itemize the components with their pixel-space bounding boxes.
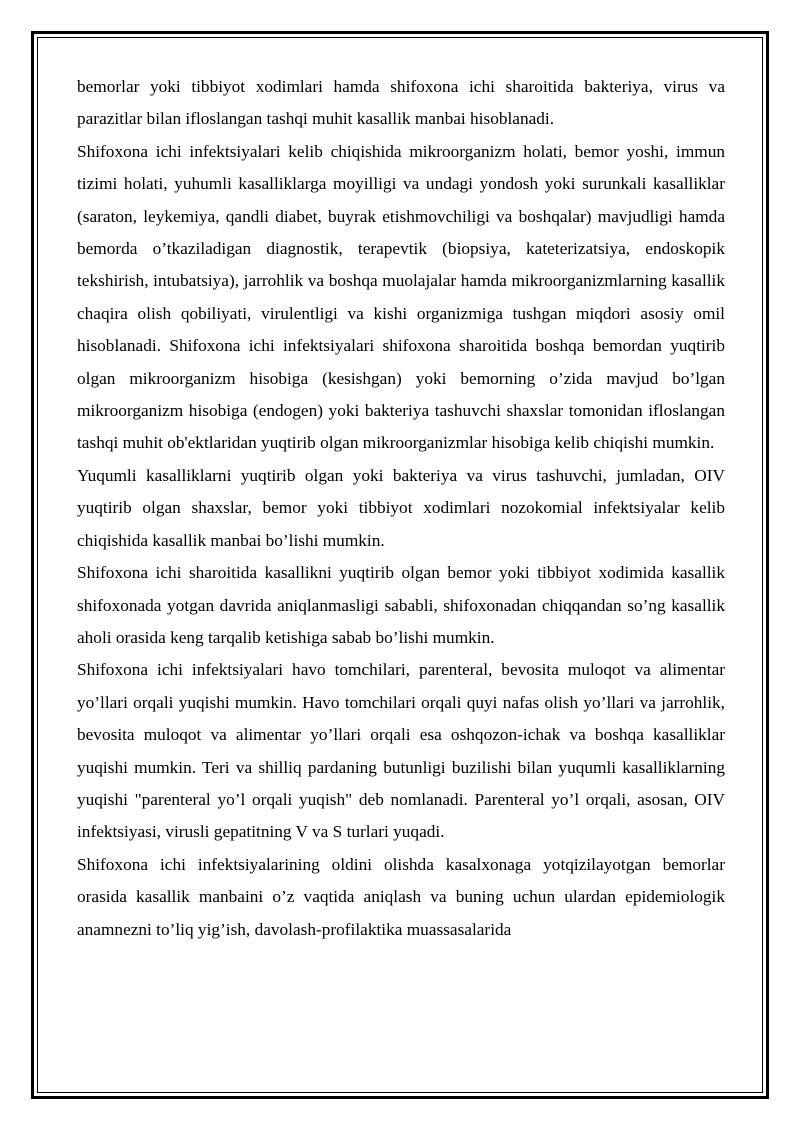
paragraph-4: Shifoxona ichi sharoitida kasallikni yuqtirib olgan bemor yoki tibbiyot xodimida kasallik shifoxonada yotgan davrida aniqlanmasligi sababli, shifoxonadan chiqqandan so’ng kasallik aholi orasida keng tarqalib ketishiga sabab bo’lishi mumkin. xyxy=(77,563,725,647)
document-body xyxy=(77,71,725,946)
paragraph-6: Shifoxona ichi infektsiyalarining oldini olishda kasalxonaga yotqizilayotgan bemorlar orasida kasallik manbaini o’z vaqtida aniqlash va buning uchun ulardan epidemiologik anamnezni to’liq yig’ish, davolash-profilaktika muassasalarida xyxy=(77,854,725,939)
paragraph-3: Yuqumli kasalliklarni yuqtirib olgan yoki bakteriya va virus tashuvchi, jumladan, OIV yuqtirib olgan shaxslar, bemor yoki tibbiyot xodimlari nozokomial infektsiyalar kelib chiqishida kasallik manbai bo’lishi mumkin. xyxy=(77,465,725,550)
paragraph-2: Shifoxona ichi infektsiyalari kelib chiqishida mikroorganizm holati, bemor yoshi, immun tizimi holati, yuhumli kasalliklarga moyilligi va undagi yondosh yoki surunkali kasalliklar (saraton, leykemiya, qandli diabet, buyrak etishmovchiligi va boshqalar) mavjudligi hamda bemorda o’tkaziladigan diagnostik, terapevtik (biopsiya, kateterizatsiya, endoskopik tekshirish, intubatsiya), jarrohlik va boshqa muolajalar hamda mikroorganizmlarning kasallik chaqira olish qobiliyati, virulentligi va kishi organizmiga tushgan miqdori asosiy omil hisoblanadi. Shifoxona ichi infektsiyalari shifoxona sharoitida boshqa bemordan yuqtirib olgan mikroorganizm hisobiga (kesishgan) yoki bemorning o’zida mavjud bo’lgan mikroorganizm hisobiga (endogen) yoki bakteriya tashuvchi shaxslar tomonidan ifloslangan tashqi muhit ob'ektlaridan yuqtirib olgan mikroorganizmlar hisobiga kelib chiqishi mumkin. xyxy=(77,141,725,453)
paragraph-1: bemorlar yoki tibbiyot xodimlari hamda shifoxona ichi sharoitida bakteriya, virus va parazitlar bilan ifloslangan tashqi muhit kasallik manbai hisoblanadi. xyxy=(77,77,725,129)
paragraph-5: Shifoxona ichi infektsiyalari havo tomchilari, parenteral, bevosita muloqot va alimentar yo’llari orqali yuqishi mumkin. Havo tomchilari orqali quyi nafas olish yo’llari va jarrohlik, bevosita muloqot va alimentar yo’llari orqali esa oshqozon-ichak va boshqa kasalliklar yuqishi mumkin. Teri va shilliq pardaning butunligi buzilishi bilan yuqumli kasalliklarning yuqishi "parenteral yo’l orqali yuqish" deb nomlanadi. Parenteral yo’l orqali, asosan, OIV infektsiyasi, virusli gepatitning V va S turlari yuqadi. xyxy=(77,660,725,842)
